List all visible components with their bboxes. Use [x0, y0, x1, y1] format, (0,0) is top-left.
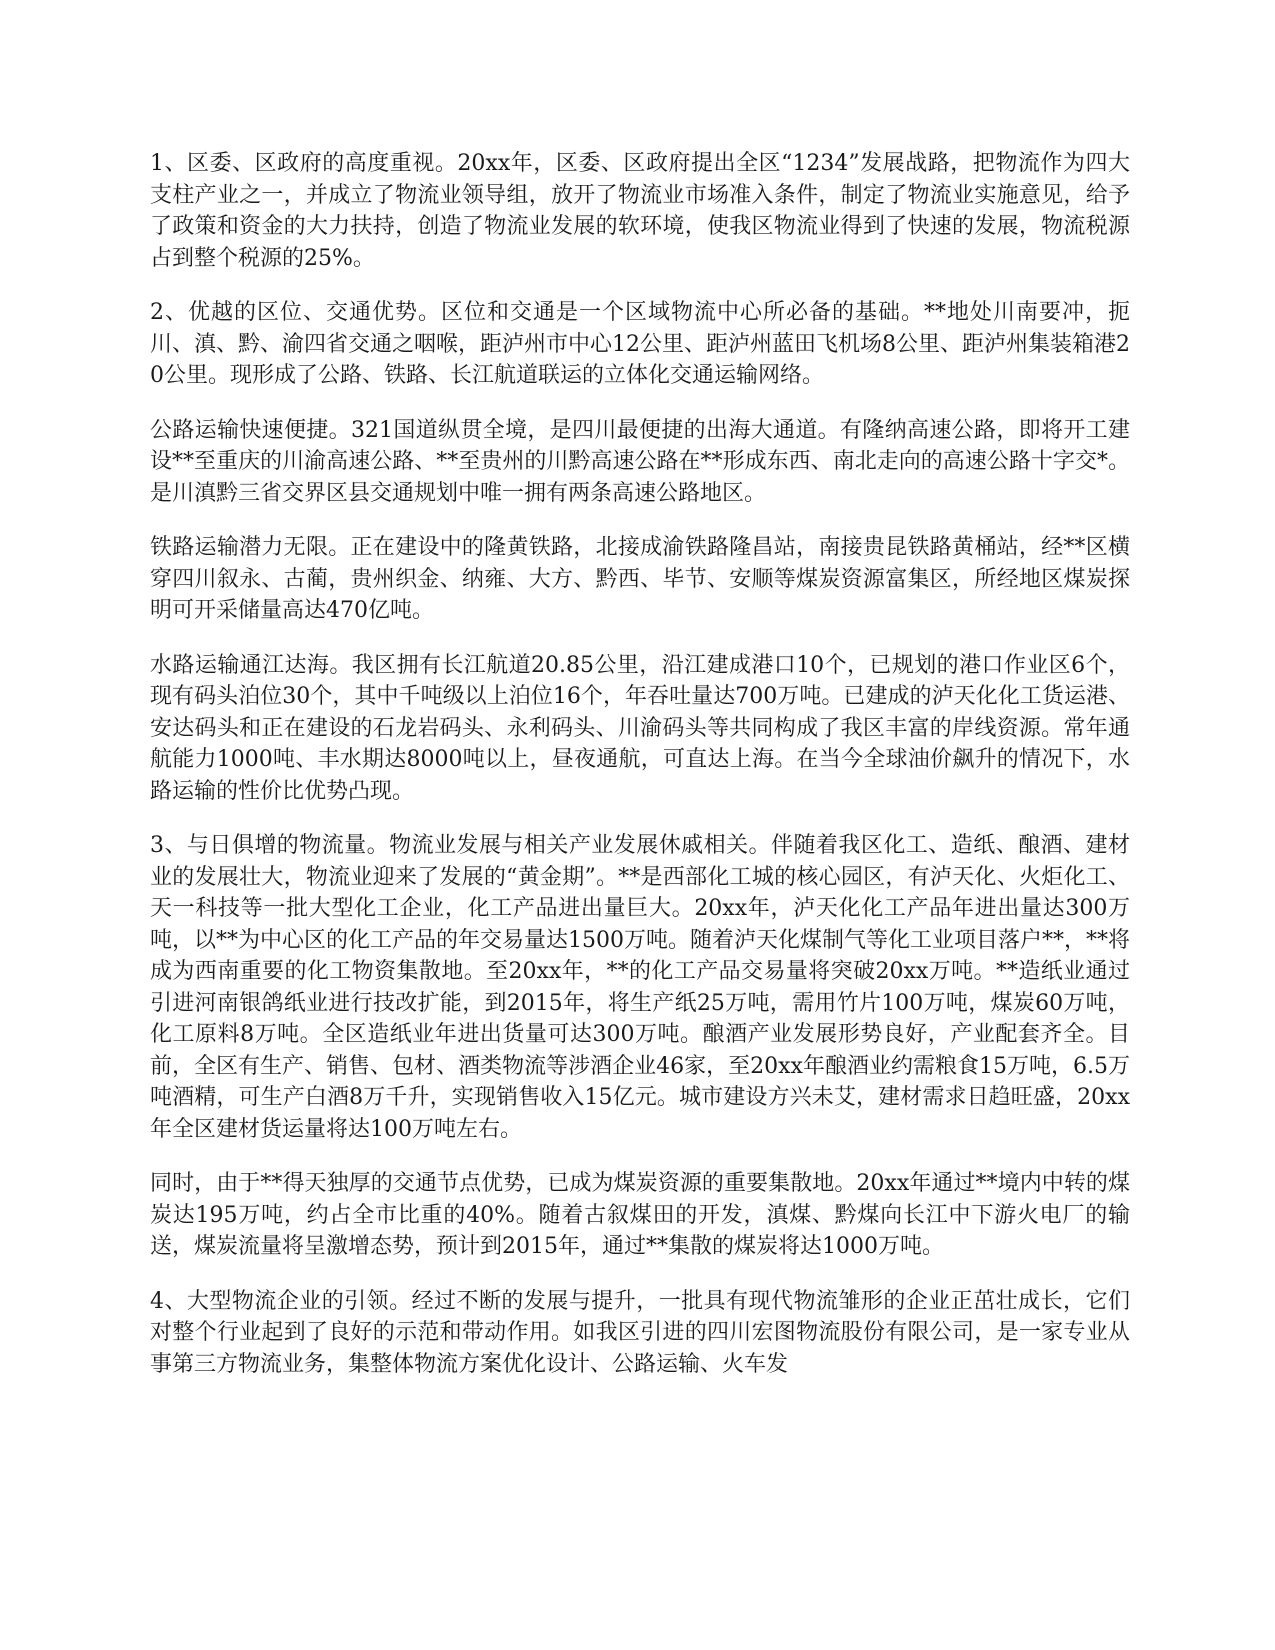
paragraph-1: 1、区委、区政府的高度重视。20xx年，区委、区政府提出全区“1234”发展战路，把物流作为四大支柱产业之一，并成立了物流业领导组，放开了物流业市场准入条件，制定了物流业实施意见，给予了政策和资金的大力扶持，创造了物流业发展的软环境，使我区物流业得到了快速的发展，物流税源占到整个税源的25%。 — [150, 151, 1130, 271]
paragraph-5: 水路运输通江达海。我区拥有长江航道20.85公里，沿江建成港口10个，已规划的港口作业区6个，现有码头泊位30个，其中千吨级以上泊位16个，年吞吐量达700万吨。已建成的泸天化化工货运港、安达码头和正在建设的石龙岩码头、永利码头、川渝码头等共同构成了我区丰富的岸线资源。常年通航能力1000吨、丰水期达8000吨以上，昼夜通航，可直达上海。在当今全球油价飙升的情况下，水路运输的性价比优势凸现。 — [150, 652, 1130, 804]
paragraph-7: 同时，由于**得天独厚的交通节点优势，已成为煤炭资源的重要集散地。20xx年通过**境内中转的煤炭达195万吨，约占全市比重的40%。随着古叙煤田的开发，滇煤、黔煤向长江中下游火电厂的输送，煤炭流量将呈激增态势，预计到2015年，通过**集散的煤炭将达1000万吨。 — [150, 1171, 1130, 1259]
paragraph-6: 3、与日俱增的物流量。物流业发展与相关产业发展休戚相关。伴随着我区化工、造纸、酿酒、建材业的发展壮大，物流业迎来了发展的“黄金期”。**是西部化工城的核心园区，有泸天化、火炬化工、天一科技等一批大型化工企业，化工产品进出量巨大。20xx年，泸天化化工产品年进出量达300万吨，以**为中心区的化工产品的年交易量达1500万吨。随着泸天化煤制气等化工业项目落户**，**将成为西南重要的化工物资集散地。至20xx年，**的化工产品交易量将突破20xx万吨。**造纸业通过引进河南银鸽纸业进行技改扩能，到2015年，将生产纸25万吨，需用竹片100万吨，煤炭60万吨，化工原料8万吨。全区造纸业年进出货量可达300万吨。酿酒产业发展形势良好，产业配套齐全。目前，全区有生产、销售、包材、酒类物流等涉酒企业46家，至20xx年酿酒业约需粮食15万吨，6.5万吨酒精，可生产白酒8万千升，实现销售收入15亿元。城市建设方兴未艾，建材需求日趋旺盛，20xx年全区建材货运量将达100万吨左右。 — [150, 833, 1130, 1142]
paragraph-3: 公路运输快速便捷。321国道纵贯全境，是四川最便捷的出海大通道。有隆纳高速公路，即将开工建设**至重庆的川渝高速公路、**至贵州的川黔高速公路在**形成东西、南北走向的高速公路十字交*。是川滇黔三省交界区县交通规划中唯一拥有两条高速公路地区。 — [150, 417, 1130, 506]
paragraph-8: 4、大型物流企业的引领。经过不断的发展与提升，一批具有现代物流雏形的企业正茁壮成长，它们对整个行业起到了良好的示范和带动作用。如我区引进的四川宏图物流股份有限公司，是一家专业从事第三方物流业务，集整体物流方案优化设计、公路运输、火车发 — [150, 1288, 1130, 1377]
paragraph-2: 2、优越的区位、交通优势。区位和交通是一个区域物流中心所必备的基础。**地处川南要冲，扼川、滇、黔、渝四省交通之咽喉，距泸州市中心12公里、距泸州蓝田飞机场8公里、距泸州集装箱港20公里。现形成了公路、铁路、长江航道联运的立体化交通运输网络。 — [150, 300, 1130, 388]
document-body — [150, 148, 1130, 1403]
paragraph-4: 铁路运输潜力无限。正在建设中的隆黄铁路，北接成渝铁路隆昌站，南接贵昆铁路黄桶站，经**区横穿四川叙永、古蔺，贵州织金、纳雍、大方、黔西、毕节、安顺等煤炭资源富集区，所经地区煤炭探明可开采储量高达470亿吨。 — [150, 535, 1130, 623]
